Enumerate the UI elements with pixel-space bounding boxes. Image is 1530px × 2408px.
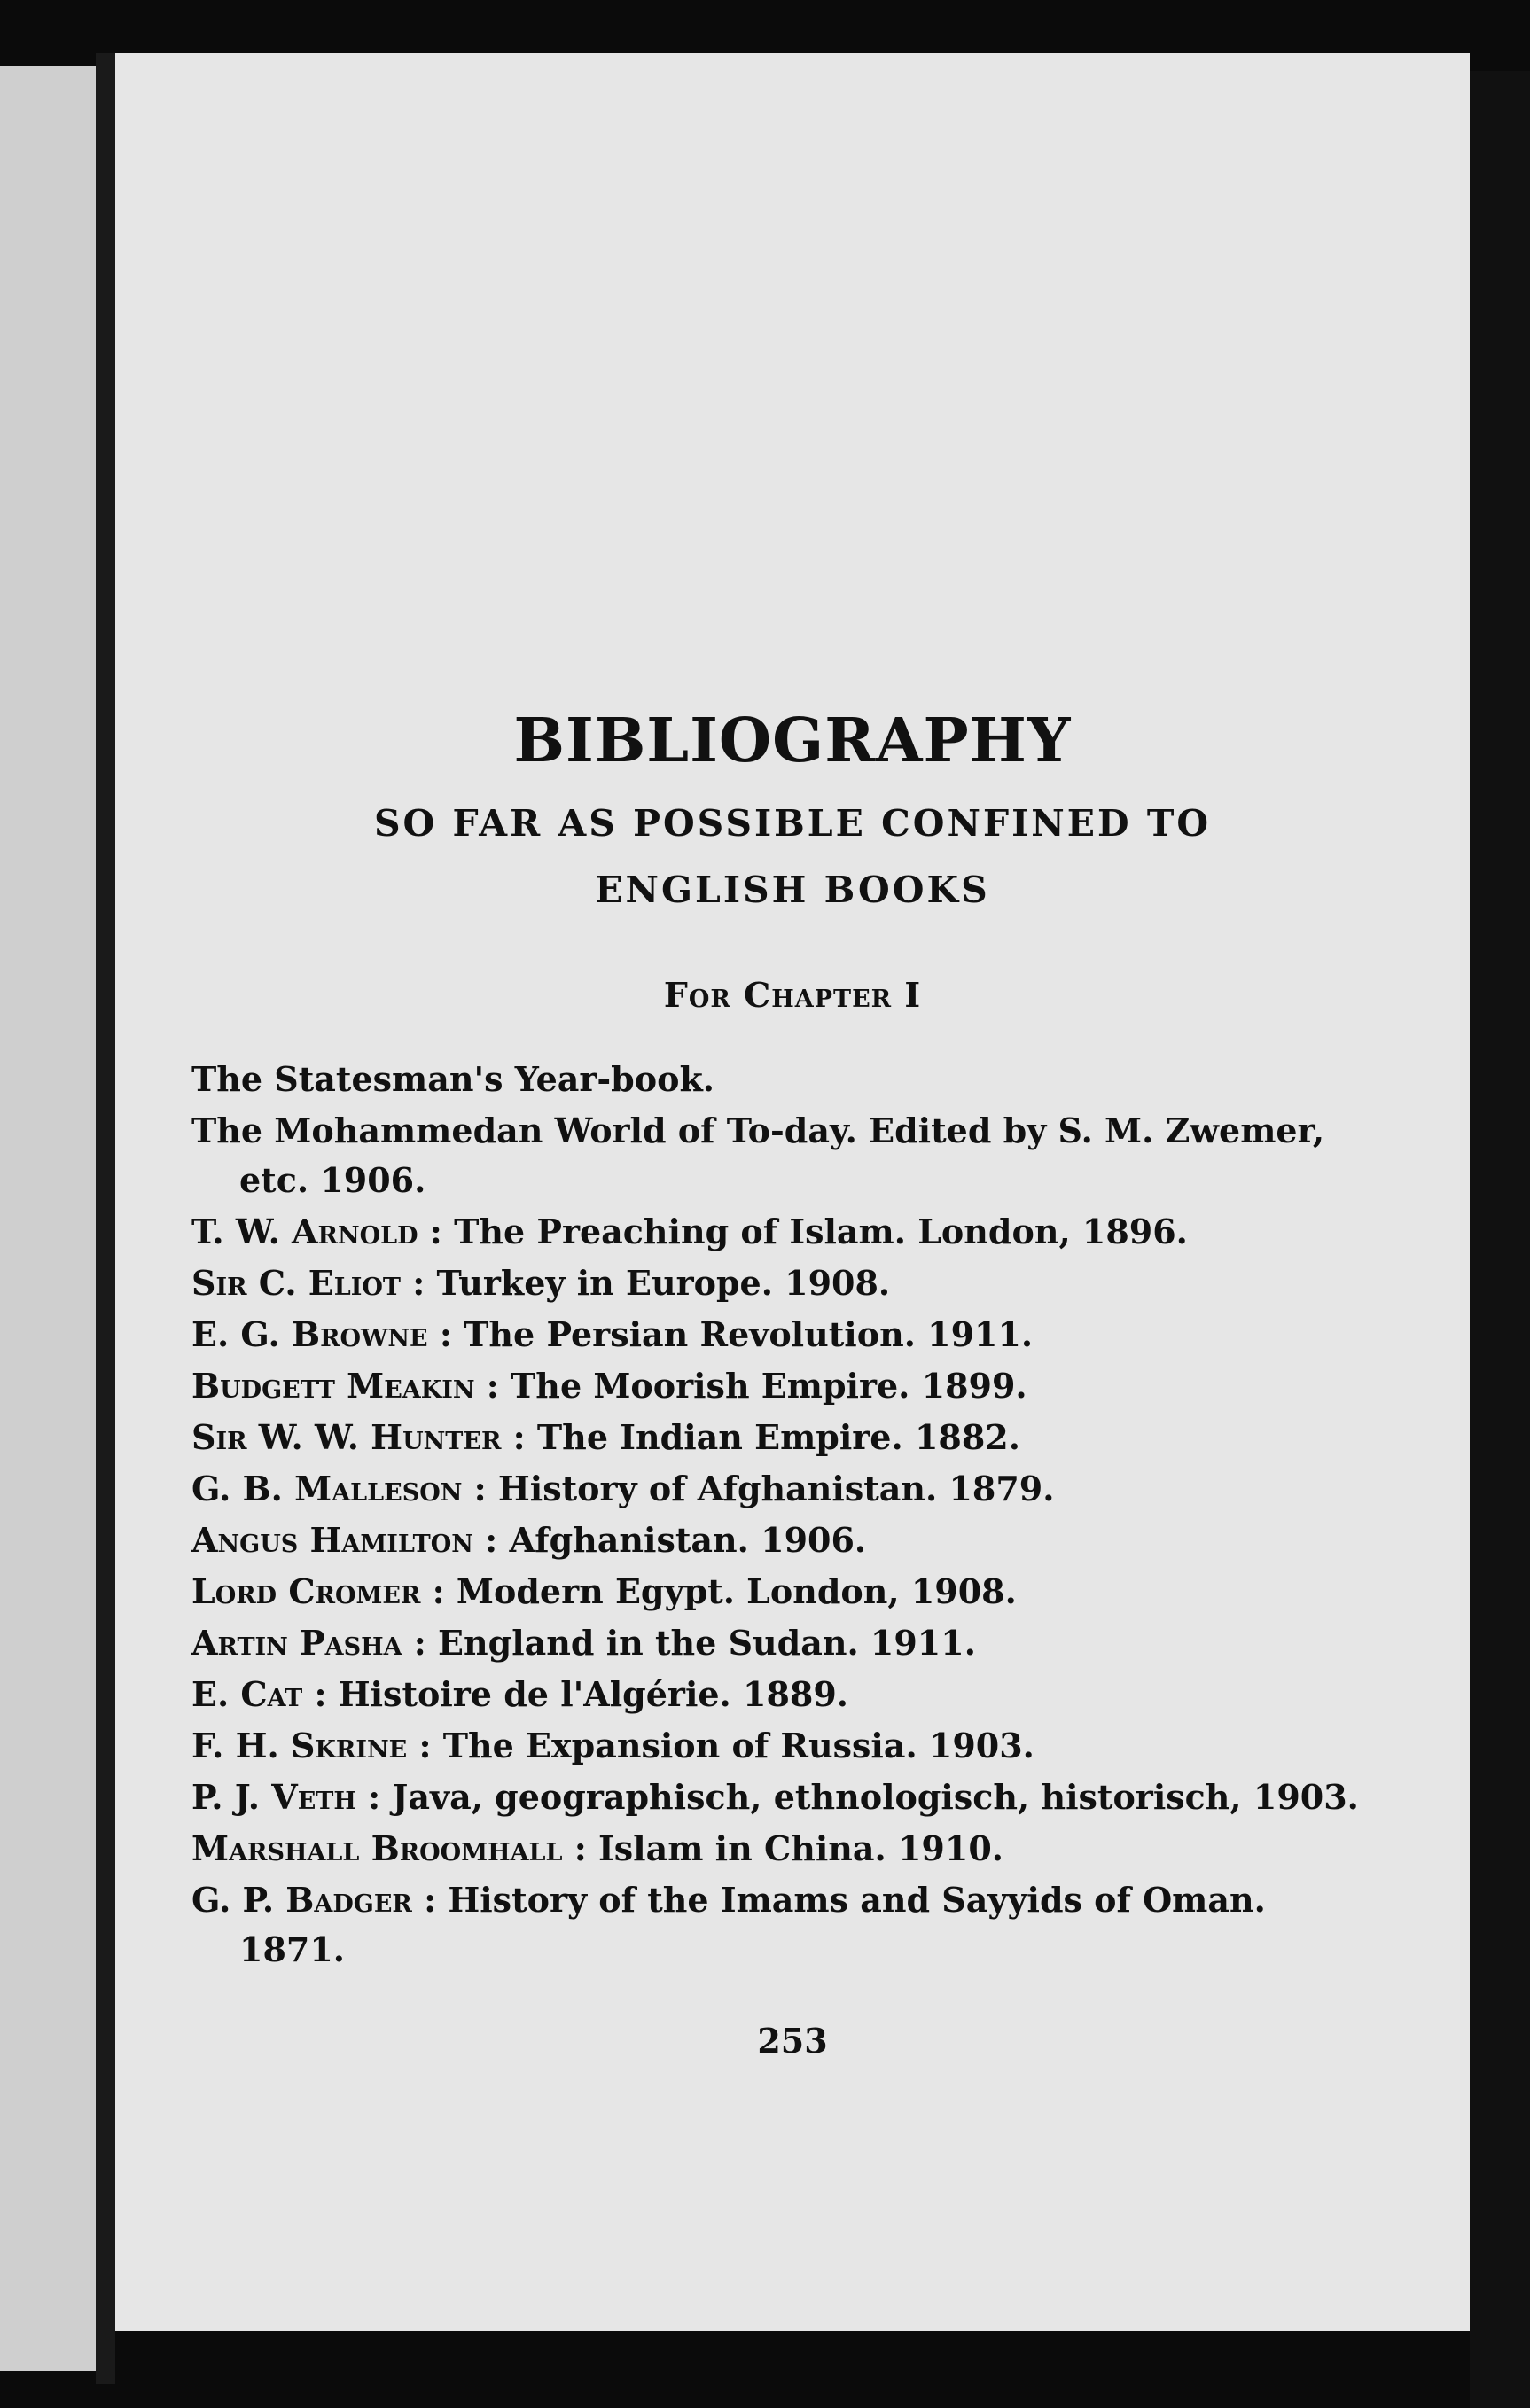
page-number: 253 xyxy=(757,2021,828,2061)
bibliography-entry xyxy=(191,1773,1370,1822)
entry-author: Angus Hamilton xyxy=(191,1520,473,1560)
entry-text: : Turkey in Europe. 1908. xyxy=(400,1263,891,1303)
entry-author: E. Cat xyxy=(191,1674,303,1714)
bibliography-entry xyxy=(191,1721,1370,1771)
entry-author: Budgett Meakin xyxy=(191,1366,475,1406)
bibliography-entry xyxy=(191,1106,1370,1205)
entry-text: : The Moorish Empire. 1899. xyxy=(474,1366,1027,1406)
chapter-heading: For Chapter I xyxy=(663,975,922,1015)
entry-text: : Histoire de l'Algérie. 1889. xyxy=(302,1674,849,1714)
entry-author: Marshall Broomhall xyxy=(191,1828,563,1868)
entry-text: : Afghanistan. 1906. xyxy=(472,1520,867,1560)
entry-text: : History of Afghanistan. 1879. xyxy=(462,1469,1055,1508)
bibliography-entry xyxy=(191,1207,1370,1257)
entry-author: T. W. Arnold xyxy=(191,1212,418,1251)
bibliography-entry xyxy=(191,1361,1370,1411)
bibliography-entry xyxy=(191,1413,1370,1462)
bibliography-entry xyxy=(191,1875,1370,1975)
entry-text: : Modern Egypt. London, 1908. xyxy=(420,1571,1017,1611)
subtitle-line-2: ENGLISH BOOKS xyxy=(595,869,990,911)
bibliography-entry xyxy=(191,1670,1370,1719)
entry-text: : Islam in China. 1910. xyxy=(562,1828,1003,1868)
bibliography-entry xyxy=(191,1055,1370,1104)
entry-author: Sir W. W. Hunter xyxy=(191,1417,502,1457)
entry-text: : The Expansion of Russia. 1903. xyxy=(407,1726,1034,1765)
entry-author: G. P. Badger xyxy=(191,1880,412,1920)
binding-gutter xyxy=(96,53,115,2384)
entry-text: : The Persian Revolution. 1911. xyxy=(427,1314,1034,1354)
bibliography-entry xyxy=(191,1567,1370,1617)
entry-text: : Java, geographisch, ethnologisch, historisch, 1903. xyxy=(355,1777,1359,1817)
entry-author: Lord Cromer xyxy=(191,1571,421,1611)
entry-author: P. J. Veth xyxy=(191,1777,356,1817)
book-page xyxy=(115,53,1470,2331)
bibliography-list xyxy=(191,1055,1370,1976)
entry-author: G. B. Malleson xyxy=(191,1469,463,1508)
subtitle-line-1: SO FAR AS POSSIBLE CONFINED TO xyxy=(373,802,1212,845)
bibliography-entry xyxy=(191,1618,1370,1668)
facing-page-edge xyxy=(0,66,96,2371)
page-shadow xyxy=(1470,71,1530,2408)
entry-text: : England in the Sudan. 1911. xyxy=(402,1623,976,1663)
page-title: BIBLIOGRAPHY xyxy=(513,705,1072,776)
entry-author: Artin Pasha xyxy=(191,1623,402,1663)
bibliography-entry xyxy=(191,1259,1370,1308)
bibliography-entry xyxy=(191,1824,1370,1874)
entry-text: : History of the Imams and Sayyids of Oman. 1871. xyxy=(239,1880,1266,1969)
entry-author: Sir C. Eliot xyxy=(191,1263,401,1303)
bibliography-entry xyxy=(191,1310,1370,1360)
entry-author: F. H. Skrine xyxy=(191,1726,408,1765)
entry-author: E. G. Browne xyxy=(191,1314,428,1354)
entry-text: : The Preaching of Islam. London, 1896. xyxy=(418,1212,1188,1251)
entry-text: : The Indian Empire. 1882. xyxy=(501,1417,1020,1457)
entry-text: The Mohammedan World of To-day. Edited by S. M. Zwemer, etc. 1906. xyxy=(191,1110,1325,1200)
bibliography-entry xyxy=(191,1464,1370,1514)
bibliography-entry xyxy=(191,1516,1370,1565)
entry-text: The Statesman's Year-book. xyxy=(191,1059,715,1099)
